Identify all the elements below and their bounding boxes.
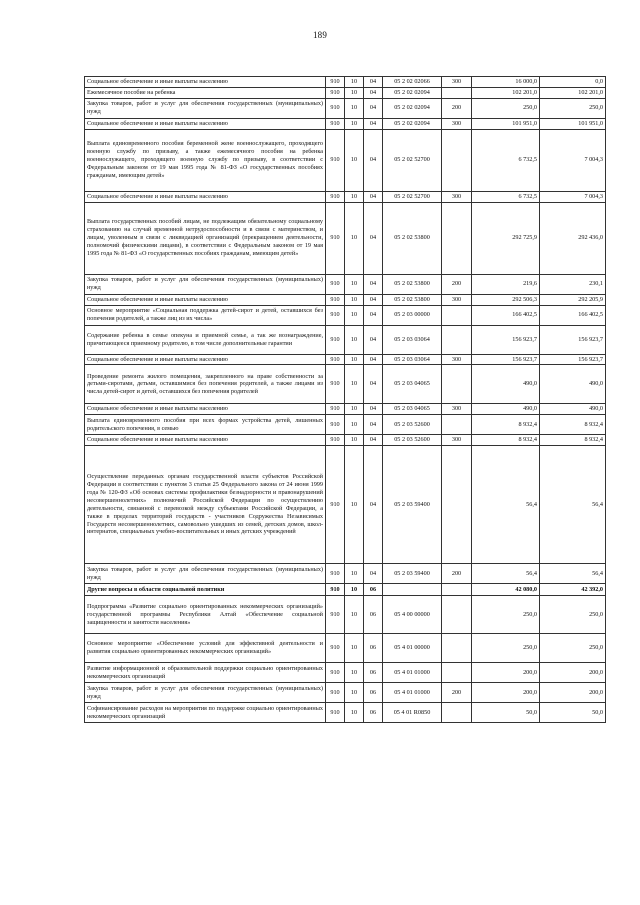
gr-code-cell: 910 [326, 703, 345, 723]
csr-code-cell: 05 2 03 59400 [383, 446, 442, 564]
gr-code-cell: 910 [326, 129, 345, 191]
rz-code-cell: 10 [345, 663, 364, 683]
sum-year2-cell: 250,0 [540, 634, 606, 663]
row-name-cell: Основное мероприятие «Социальная поддержка детей-сирот и детей, оставшихся без попечения родителей, а также лиц из их числа» [85, 305, 326, 325]
sum-year1-cell: 6 732,5 [472, 129, 540, 191]
csr-code-cell: 05 2 02 02094 [383, 98, 442, 118]
sum-year1-cell: 200,0 [472, 663, 540, 683]
table-row [85, 365, 606, 404]
table-row [85, 415, 606, 435]
pr-code-cell: 06 [364, 584, 383, 596]
sum-year2-cell: 292 205,9 [540, 294, 606, 305]
rz-code-cell: 10 [345, 435, 364, 446]
gr-code-cell: 910 [326, 634, 345, 663]
sum-year1-cell: 42 080,0 [472, 584, 540, 596]
csr-code-cell: 05 2 03 03064 [383, 325, 442, 354]
sum-year1-cell: 56,4 [472, 446, 540, 564]
csr-code-cell [383, 584, 442, 596]
row-name-cell: Подпрограмма «Развитие социально ориентированных некоммерческих организаций» государственной программы Республики Алтай «Обеспечение социальной защищенности и занятости населения» [85, 596, 326, 634]
csr-code-cell: 05 2 02 53800 [383, 294, 442, 305]
csr-code-cell: 05 2 02 02094 [383, 87, 442, 98]
rz-code-cell: 10 [345, 404, 364, 415]
row-name-cell: Закупка товаров, работ и услуг для обеспечения государственных (муниципальных) нужд [85, 98, 326, 118]
sum-year1-cell: 8 932,4 [472, 435, 540, 446]
csr-code-cell: 05 2 02 52700 [383, 191, 442, 202]
vr-code-cell [442, 663, 472, 683]
vr-code-cell [442, 325, 472, 354]
pr-code-cell: 04 [364, 87, 383, 98]
gr-code-cell: 910 [326, 663, 345, 683]
vr-code-cell [442, 202, 472, 274]
csr-code-cell: 05 2 03 03064 [383, 354, 442, 365]
pr-code-cell: 04 [364, 118, 383, 129]
sum-year1-cell: 102 201,0 [472, 87, 540, 98]
sum-year2-cell: 230,1 [540, 274, 606, 294]
row-name-cell: Осуществление переданных органам государственной власти субъектов Российской Федерации в соответствии с пунктом 3 статьи 25 Федерального закона от 24 июня 1999 года № 120-ФЗ «Об основах системы профилактики безнадзорности и правонарушений несовершеннолетних» полномочий Российской Федерации по осуществлению деятельности, связанной с перевозкой между субъектами Российской Федерации, а также в пределах территорий государств - участников Содружества Независимых Государств несовершеннолетних, самовольно ушедших из семей, детских домов, школ-интернатов, специальных учебно-воспитательных и иных детских учреждений [85, 446, 326, 564]
gr-code-cell: 910 [326, 191, 345, 202]
sum-year2-cell: 0,0 [540, 77, 606, 88]
rz-code-cell: 10 [345, 354, 364, 365]
pr-code-cell: 04 [364, 274, 383, 294]
gr-code-cell: 910 [326, 87, 345, 98]
row-name-cell: Софинансирование расходов на мероприятия по поддержке социально ориентированных некоммерческих организаций [85, 703, 326, 723]
sum-year1-cell: 166 402,5 [472, 305, 540, 325]
table-row [85, 564, 606, 584]
row-name-cell: Закупка товаров, работ и услуг для обеспечения государственных (муниципальных) нужд [85, 564, 326, 584]
gr-code-cell: 910 [326, 404, 345, 415]
sum-year1-cell: 250,0 [472, 634, 540, 663]
vr-code-cell: 300 [442, 294, 472, 305]
sum-year2-cell: 50,0 [540, 703, 606, 723]
table-row [85, 294, 606, 305]
row-name-cell: Выплата единовременного пособия беременной жене военнослужащего, проходящего военную службу по призыву, а также ежемесячного пособия на ребенка военнослужащего, проходящего военную службу по призыву, в соответствии с Федеральным законом от 19 мая 1995 года № 81-ФЗ «О государственных пособиях гражданам, имеющим детей» [85, 129, 326, 191]
vr-code-cell [442, 446, 472, 564]
vr-code-cell: 200 [442, 564, 472, 584]
rz-code-cell: 10 [345, 596, 364, 634]
sum-year2-cell: 200,0 [540, 663, 606, 683]
pr-code-cell: 04 [364, 325, 383, 354]
row-name-cell: Закупка товаров, работ и услуг для обеспечения государственных (муниципальных) нужд [85, 274, 326, 294]
budget-table [84, 76, 606, 723]
table-row [85, 98, 606, 118]
sum-year2-cell: 7 004,3 [540, 129, 606, 191]
gr-code-cell: 910 [326, 365, 345, 404]
table-row [85, 325, 606, 354]
rz-code-cell: 10 [345, 87, 364, 98]
table-row [85, 354, 606, 365]
sum-year2-cell: 250,0 [540, 596, 606, 634]
table-row [85, 634, 606, 663]
gr-code-cell: 910 [326, 415, 345, 435]
pr-code-cell: 04 [364, 129, 383, 191]
row-name-cell: Социальное обеспечение и иные выплаты населению [85, 118, 326, 129]
row-name-cell: Проведение ремонта жилого помещения, закрепленного на праве собственности за детьми-сиротами, детьми, оставшимися без попечения родителей, а также лицами из числа детей-сирот и детей, оставшихся без попечения родителей [85, 365, 326, 404]
sum-year2-cell: 42 392,0 [540, 584, 606, 596]
vr-code-cell [442, 596, 472, 634]
vr-code-cell: 300 [442, 404, 472, 415]
vr-code-cell: 300 [442, 354, 472, 365]
pr-code-cell: 04 [364, 404, 383, 415]
pr-code-cell: 04 [364, 435, 383, 446]
vr-code-cell [442, 634, 472, 663]
rz-code-cell: 10 [345, 634, 364, 663]
rz-code-cell: 10 [345, 118, 364, 129]
sum-year1-cell: 156 923,7 [472, 325, 540, 354]
rz-code-cell: 10 [345, 365, 364, 404]
pr-code-cell: 06 [364, 683, 383, 703]
vr-code-cell [442, 415, 472, 435]
vr-code-cell [442, 703, 472, 723]
vr-code-cell [442, 584, 472, 596]
row-name-cell: Закупка товаров, работ и услуг для обеспечения государственных (муниципальных) нужд [85, 683, 326, 703]
csr-code-cell: 05 2 03 04065 [383, 404, 442, 415]
rz-code-cell: 10 [345, 98, 364, 118]
pr-code-cell: 04 [364, 77, 383, 88]
row-name-cell: Социальное обеспечение и иные выплаты населению [85, 354, 326, 365]
gr-code-cell: 910 [326, 98, 345, 118]
vr-code-cell: 300 [442, 118, 472, 129]
table-row [85, 129, 606, 191]
csr-code-cell: 05 2 02 02094 [383, 118, 442, 129]
table-row [85, 274, 606, 294]
gr-code-cell: 910 [326, 446, 345, 564]
pr-code-cell: 04 [364, 354, 383, 365]
pr-code-cell: 04 [364, 191, 383, 202]
rz-code-cell: 10 [345, 703, 364, 723]
vr-code-cell: 200 [442, 683, 472, 703]
rz-code-cell: 10 [345, 274, 364, 294]
sum-year2-cell: 8 932,4 [540, 415, 606, 435]
sum-year1-cell: 292 725,9 [472, 202, 540, 274]
table-row [85, 404, 606, 415]
csr-code-cell: 05 2 03 04065 [383, 365, 442, 404]
pr-code-cell: 04 [364, 446, 383, 564]
gr-code-cell: 910 [326, 294, 345, 305]
rz-code-cell: 10 [345, 77, 364, 88]
table-row [85, 584, 606, 596]
table-row [85, 191, 606, 202]
csr-code-cell: 05 4 01 00000 [383, 634, 442, 663]
sum-year1-cell: 250,0 [472, 596, 540, 634]
pr-code-cell: 06 [364, 634, 383, 663]
table-row [85, 596, 606, 634]
row-name-cell: Выплата единовременного пособия при всех формах устройства детей, лишенных родительского попечения, в семью [85, 415, 326, 435]
csr-code-cell: 05 4 00 00000 [383, 596, 442, 634]
sum-year2-cell: 200,0 [540, 683, 606, 703]
rz-code-cell: 10 [345, 294, 364, 305]
sum-year2-cell: 156 923,7 [540, 354, 606, 365]
gr-code-cell: 910 [326, 274, 345, 294]
gr-code-cell: 910 [326, 202, 345, 274]
row-name-cell: Социальное обеспечение и иные выплаты населению [85, 294, 326, 305]
table-row [85, 305, 606, 325]
sum-year1-cell: 490,0 [472, 404, 540, 415]
row-name-cell: Другие вопросы в области социальной политики [85, 584, 326, 596]
csr-code-cell: 05 4 01 01000 [383, 683, 442, 703]
table-row [85, 435, 606, 446]
gr-code-cell: 910 [326, 584, 345, 596]
csr-code-cell: 05 2 02 53800 [383, 274, 442, 294]
table-row [85, 118, 606, 129]
row-name-cell: Социальное обеспечение и иные выплаты населению [85, 191, 326, 202]
table-row [85, 87, 606, 98]
sum-year1-cell: 219,6 [472, 274, 540, 294]
sum-year2-cell: 292 436,0 [540, 202, 606, 274]
vr-code-cell [442, 365, 472, 404]
csr-code-cell: 05 2 03 00000 [383, 305, 442, 325]
rz-code-cell: 10 [345, 305, 364, 325]
sum-year2-cell: 101 951,0 [540, 118, 606, 129]
row-name-cell: Развитие информационной и образовательной поддержки социально ориентированных некоммерческих организаций [85, 663, 326, 683]
gr-code-cell: 910 [326, 325, 345, 354]
pr-code-cell: 04 [364, 564, 383, 584]
pr-code-cell: 06 [364, 596, 383, 634]
vr-code-cell [442, 129, 472, 191]
table-row [85, 683, 606, 703]
row-name-cell: Социальное обеспечение и иные выплаты населению [85, 77, 326, 88]
csr-code-cell: 05 2 03 52600 [383, 435, 442, 446]
table-row [85, 446, 606, 564]
sum-year1-cell: 50,0 [472, 703, 540, 723]
row-name-cell: Содержание ребенка в семье опекуна и приемной семье, а так же вознаграждение, причитающееся приемному родителю, в том числе дополнительные гарантии [85, 325, 326, 354]
sum-year2-cell: 7 004,3 [540, 191, 606, 202]
vr-code-cell: 300 [442, 191, 472, 202]
gr-code-cell: 910 [326, 305, 345, 325]
sum-year2-cell: 8 932,4 [540, 435, 606, 446]
rz-code-cell: 10 [345, 415, 364, 435]
gr-code-cell: 910 [326, 118, 345, 129]
gr-code-cell: 910 [326, 596, 345, 634]
rz-code-cell: 10 [345, 584, 364, 596]
gr-code-cell: 910 [326, 683, 345, 703]
vr-code-cell: 200 [442, 274, 472, 294]
sum-year1-cell: 156 923,7 [472, 354, 540, 365]
rz-code-cell: 10 [345, 446, 364, 564]
table-row [85, 663, 606, 683]
row-name-cell: Выплата государственных пособий лицам, не подлежащим обязательному социальному страхованию на случай временной нетрудоспособности и в связи с материнством, и лицам, уволенным в связи с ликвидацией организаций (прекращением деятельности, полномочий физическими лицами), в соответствии с Федеральным законом от 19 мая 1995 года № 81-ФЗ «О государственных пособиях гражданам, имеющим детей» [85, 202, 326, 274]
row-name-cell: Социальное обеспечение и иные выплаты населению [85, 404, 326, 415]
pr-code-cell: 04 [364, 98, 383, 118]
rz-code-cell: 10 [345, 129, 364, 191]
vr-code-cell: 300 [442, 77, 472, 88]
sum-year1-cell: 16 000,0 [472, 77, 540, 88]
sum-year2-cell: 490,0 [540, 404, 606, 415]
csr-code-cell: 05 2 03 52600 [383, 415, 442, 435]
gr-code-cell: 910 [326, 354, 345, 365]
sum-year1-cell: 101 951,0 [472, 118, 540, 129]
pr-code-cell: 06 [364, 663, 383, 683]
sum-year2-cell: 490,0 [540, 365, 606, 404]
rz-code-cell: 10 [345, 202, 364, 274]
table-row [85, 77, 606, 88]
vr-code-cell: 200 [442, 98, 472, 118]
rz-code-cell: 10 [345, 683, 364, 703]
sum-year2-cell: 250,0 [540, 98, 606, 118]
page-number: 189 [312, 30, 328, 40]
vr-code-cell [442, 87, 472, 98]
sum-year1-cell: 490,0 [472, 365, 540, 404]
table-row [85, 202, 606, 274]
gr-code-cell: 910 [326, 77, 345, 88]
pr-code-cell: 04 [364, 294, 383, 305]
vr-code-cell [442, 305, 472, 325]
row-name-cell: Ежемесячное пособие на ребенка [85, 87, 326, 98]
rz-code-cell: 10 [345, 564, 364, 584]
vr-code-cell: 300 [442, 435, 472, 446]
rz-code-cell: 10 [345, 191, 364, 202]
csr-code-cell: 05 4 01 R0850 [383, 703, 442, 723]
table-row [85, 703, 606, 723]
sum-year1-cell: 292 506,3 [472, 294, 540, 305]
sum-year1-cell: 6 732,5 [472, 191, 540, 202]
pr-code-cell: 04 [364, 202, 383, 274]
csr-code-cell: 05 2 02 52700 [383, 129, 442, 191]
row-name-cell: Социальное обеспечение и иные выплаты населению [85, 435, 326, 446]
sum-year1-cell: 250,0 [472, 98, 540, 118]
csr-code-cell: 05 4 01 01000 [383, 663, 442, 683]
pr-code-cell: 04 [364, 305, 383, 325]
csr-code-cell: 05 2 02 53800 [383, 202, 442, 274]
sum-year1-cell: 8 932,4 [472, 415, 540, 435]
gr-code-cell: 910 [326, 435, 345, 446]
csr-code-cell: 05 2 03 59400 [383, 564, 442, 584]
rz-code-cell: 10 [345, 325, 364, 354]
sum-year2-cell: 56,4 [540, 446, 606, 564]
sum-year2-cell: 166 402,5 [540, 305, 606, 325]
sum-year2-cell: 102 201,0 [540, 87, 606, 98]
row-name-cell: Основное мероприятие «Обеспечение условий для эффективной деятельности и развития социально ориентированных некоммерческих организаций» [85, 634, 326, 663]
gr-code-cell: 910 [326, 564, 345, 584]
sum-year1-cell: 56,4 [472, 564, 540, 584]
pr-code-cell: 04 [364, 415, 383, 435]
sum-year1-cell: 200,0 [472, 683, 540, 703]
pr-code-cell: 04 [364, 365, 383, 404]
csr-code-cell: 05 2 02 02066 [383, 77, 442, 88]
sum-year2-cell: 156 923,7 [540, 325, 606, 354]
sum-year2-cell: 56,4 [540, 564, 606, 584]
pr-code-cell: 06 [364, 703, 383, 723]
